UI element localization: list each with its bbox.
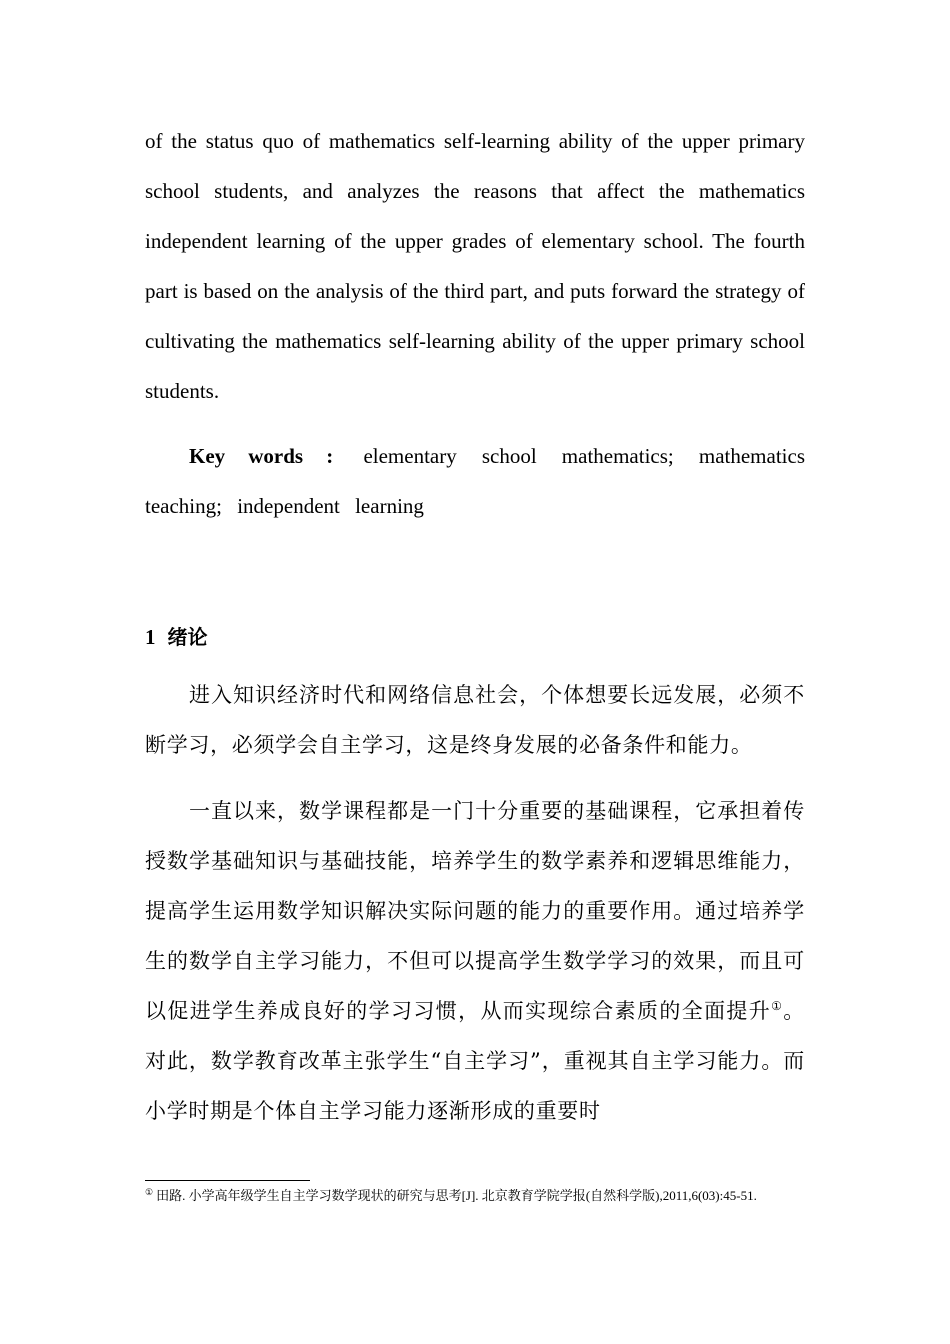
body-paragraph-1: 进入知识经济时代和网络信息社会，个体想要长远发展，必须不断学习，必须学会自主学习，这是终身发展的必备条件和能力。 xyxy=(145,683,805,757)
body-paragraph-2-text-b: 。对此，数学教育改革主张学生“自主学习”，重视其自主学习能力。而小学时期是个体自主学习能力逐渐形成的重要时 xyxy=(145,999,805,1123)
footnote-mark: ① xyxy=(145,1186,154,1197)
body-paragraph-2-text-a: 一直以来，数学课程都是一门十分重要的基础课程，它承担着传授数学基础知识与基础技能，培养学生的数学素养和逻辑思维能力，提高学生运用数学知识解决实际问题的能力的重要作用。通过培养学生的数学自主学习能力，不但可以提高学生数学学习的效果，而且可以促进学生养成良好的学习习惯，从而实现综合素质的全面提升 xyxy=(145,799,805,1023)
body-paragraph-2 xyxy=(145,786,805,1136)
section-heading xyxy=(145,622,208,652)
footnote-reference[interactable]: ① xyxy=(771,999,784,1013)
footnote xyxy=(145,1183,805,1209)
keywords-text: elementary school mathematics; mathematics teaching; independent learning xyxy=(145,444,805,518)
section-title: 绪论 xyxy=(167,625,208,649)
keywords-label: Key words : xyxy=(189,444,334,468)
footnote-text: 田路. 小学高年级学生自主学习数学现状的研究与思考[J]. 北京教育学院学报(自然科学版),2011,6(03):45-51. xyxy=(156,1188,757,1203)
section-number: 1 xyxy=(145,625,156,649)
keywords-paragraph xyxy=(145,431,805,531)
abstract-paragraph: of the status quo of mathematics self-learning ability of the upper primary school students, and analyzes the reasons that affect the mathematics independent learning of the upper grades of elementary school. The fourth part is based on the analysis of the third part, and puts forward the strategy of cultivating the mathematics self-learning ability of the upper primary school students. xyxy=(145,129,805,403)
footnote-divider xyxy=(145,1180,310,1181)
